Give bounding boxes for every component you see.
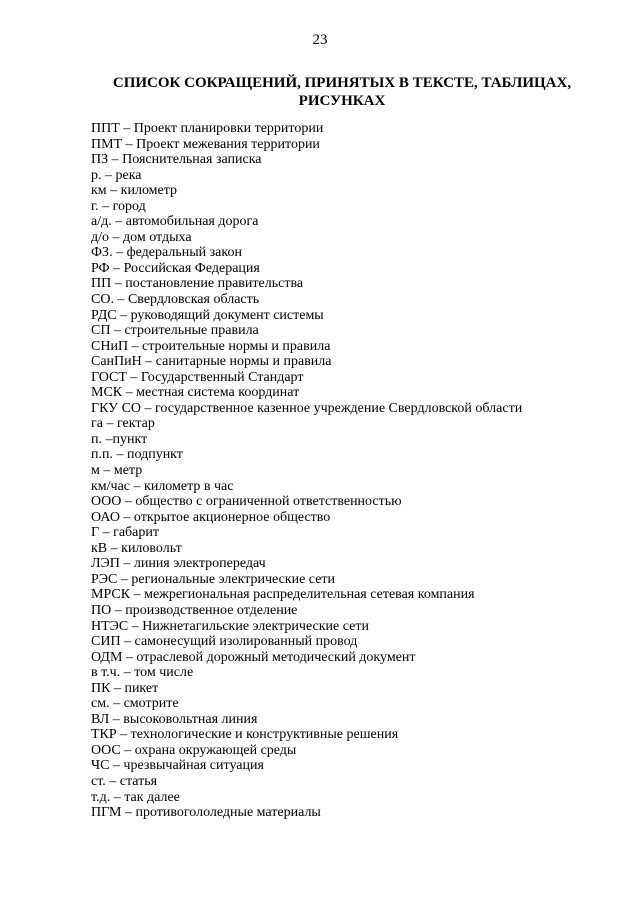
abbreviation-item: ППТ – Проект планировки территории (91, 121, 324, 136)
page-title (100, 74, 584, 110)
abbreviation-item: СП – строительные правила (91, 323, 259, 339)
abbreviation-item: т.д. – так далее (91, 789, 180, 805)
abbreviation-item: ПК – пикет (91, 680, 159, 696)
title-line-1: СПИСОК СОКРАЩЕНИЙ, ПРИНЯТЫХ В ТЕКСТЕ, ТАБЛИЦАХ, (112, 75, 572, 91)
abbreviation-item: ПП – постановление правительства (91, 276, 304, 292)
abbreviation-item: РФ – Российская Федерация (91, 260, 260, 276)
abbreviation-item: в т.ч. – том числе (91, 665, 194, 681)
abbreviation-item: ВЛ – высоковольтная линия (91, 711, 258, 727)
abbreviation-item: МРСК – межрегиональная распределительная сетевая компания (91, 587, 475, 603)
abbreviation-item: см. – смотрите (91, 696, 179, 712)
abbreviation-item: км – километр (91, 183, 178, 199)
abbreviation-item: ЧС – чрезвычайная ситуация (91, 758, 264, 774)
abbreviation-item: км/час – километр в час (91, 478, 234, 494)
abbreviation-item: га – гектар (91, 416, 155, 432)
abbreviation-item: п. –пункт (91, 431, 148, 447)
abbreviation-item: ТКР – технологические и конструктивные решения (91, 727, 399, 743)
abbreviation-item: ПМТ – Проект межевания территории (91, 136, 320, 152)
abbreviation-item: СНиП – строительные нормы и правила (91, 338, 331, 354)
abbreviation-item: РДС – руководящий документ системы (91, 307, 324, 323)
abbreviation-item: кВ – киловольт (91, 540, 182, 556)
abbreviation-item: СанПиН – санитарные нормы и правила (91, 354, 332, 370)
abbreviation-item: ПЗ – Пояснительная записка (91, 152, 262, 168)
abbreviation-item: СО. – Свердловская область (91, 292, 260, 308)
abbreviation-item: ФЗ. – федеральный закон (91, 245, 242, 261)
abbreviation-item: п.п. – подпункт (91, 447, 183, 463)
abbreviation-item: р. – река (91, 167, 142, 183)
abbreviation-item: ОАО – открытое акционерное общество (91, 509, 331, 525)
abbreviation-item: РЭС – региональные электрические сети (91, 571, 336, 587)
abbreviation-item: ОДМ – отраслевой дорожный методический документ (91, 649, 416, 665)
abbreviation-item: Г – габарит (91, 525, 159, 541)
abbreviation-item: ООО – общество с ограниченной ответственностью (91, 494, 402, 510)
abbreviation-item: м – метр (91, 463, 143, 479)
abbreviation-item: ПО – производственное отделение (91, 602, 298, 618)
abbreviation-item: ПГМ – противогололедные материалы (91, 805, 321, 821)
abbreviation-item: НТЭС – Нижнетагильские электрические сети (91, 618, 369, 634)
abbreviation-item: ЛЭП – линия электропередач (91, 556, 266, 572)
page-number: 23 (312, 32, 328, 48)
abbreviation-item: ст. – статья (91, 773, 158, 789)
abbreviation-item: ООС – охрана окружающей среды (91, 742, 297, 758)
abbreviation-item: СИП – самонесущий изолированный провод (91, 634, 358, 650)
abbreviation-item: а/д. – автомобильная дорога (91, 214, 259, 230)
abbreviation-item: ГКУ СО – государственное казенное учреждение Свердловской области (91, 400, 523, 416)
abbreviation-list (91, 121, 611, 821)
abbreviation-item: г. – город (91, 198, 146, 214)
abbreviation-item: МСК – местная система координат (91, 385, 300, 401)
abbreviation-item: д/о – дом отдыха (91, 229, 192, 245)
abbreviation-item: ГОСТ – Государственный Стандарт (91, 369, 304, 385)
title-line-2: РИСУНКАХ (298, 93, 386, 109)
